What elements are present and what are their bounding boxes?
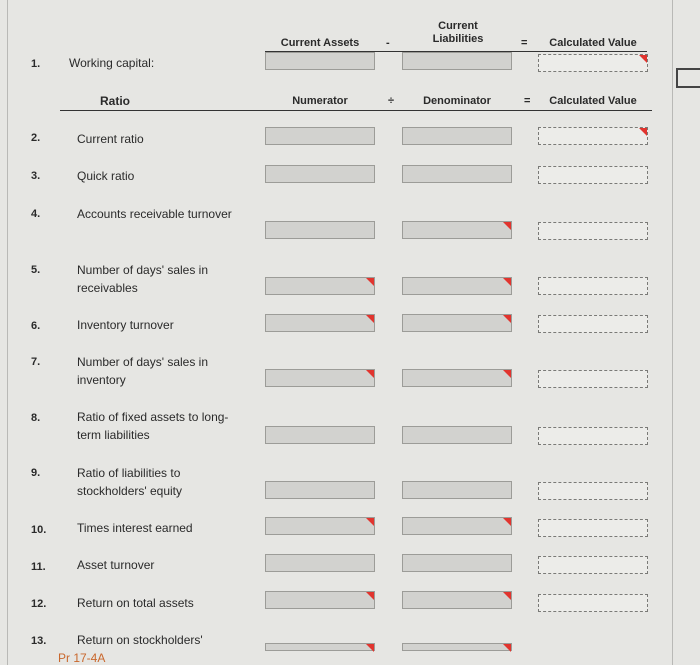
ratio-label: Return on total assets — [77, 596, 194, 610]
calculated-value-input[interactable] — [538, 519, 648, 537]
row-number: 11. — [31, 561, 46, 573]
denominator-input[interactable] — [402, 221, 512, 239]
ratio-label: Accounts receivable turnover — [77, 207, 232, 221]
row-number: 12. — [31, 598, 47, 610]
row-number: 2. — [31, 132, 41, 144]
numerator-input[interactable] — [265, 277, 375, 295]
numerator-input[interactable] — [265, 643, 375, 651]
numerator-input[interactable] — [265, 517, 375, 535]
calculated-value-input[interactable] — [538, 556, 648, 574]
numerator-input[interactable] — [265, 127, 375, 145]
side-panel-edge — [676, 68, 700, 88]
numerator-input[interactable] — [265, 554, 375, 572]
numerator-input[interactable] — [265, 221, 375, 239]
ratio-label: Return on stockholders' — [77, 633, 203, 647]
ratio-label: Asset turnover — [77, 558, 155, 572]
left-border — [7, 0, 8, 665]
row-number: 10. — [31, 524, 47, 536]
working-capital-label: Working capital: — [69, 56, 155, 70]
ratio-label: Current ratio — [77, 132, 144, 146]
numerator-input[interactable] — [265, 314, 375, 332]
calculated-value-input[interactable] — [538, 222, 648, 240]
denominator-input[interactable] — [402, 554, 512, 572]
calculated-value-input[interactable] — [538, 370, 648, 388]
right-border — [672, 0, 673, 665]
col-ratio: Ratio — [100, 94, 130, 108]
denominator-input[interactable] — [402, 643, 512, 651]
col-calculated-value: Calculated Value — [549, 37, 637, 49]
ratio-label: Times interest earned — [77, 521, 193, 535]
numerator-input[interactable] — [265, 591, 375, 609]
ratio-label: Ratio of fixed assets to long-term liabilities — [77, 410, 229, 442]
row-number: 1. — [31, 58, 41, 70]
ratio-label: Number of days' sales in inventory — [77, 355, 209, 387]
minus-operator: - — [386, 37, 390, 49]
col-current-liabilities: Current Liabilities — [432, 20, 484, 45]
row-number: 3. — [31, 170, 41, 182]
denominator-input[interactable] — [402, 165, 512, 183]
numerator-input[interactable] — [265, 481, 375, 499]
col-current-assets: Current Assets — [280, 37, 360, 49]
row-number: 7. — [31, 356, 41, 368]
row-number: 13. — [31, 635, 47, 647]
calculated-value-input[interactable] — [538, 166, 648, 184]
ratio-label: Number of days' sales in receivables — [77, 263, 209, 295]
denominator-input[interactable] — [402, 277, 512, 295]
ratio-header-underline — [60, 110, 652, 111]
calculated-value-input[interactable] — [538, 277, 648, 295]
row-number: 5. — [31, 264, 41, 276]
working-capital-liabilities-input[interactable] — [402, 52, 512, 70]
calculated-value-input[interactable] — [538, 427, 648, 445]
col-numerator: Numerator — [292, 95, 348, 107]
denominator-input[interactable] — [402, 127, 512, 145]
numerator-input[interactable] — [265, 369, 375, 387]
col-denominator: Denominator — [423, 95, 491, 107]
working-capital-value-input[interactable] — [538, 54, 648, 72]
denominator-input[interactable] — [402, 426, 512, 444]
denominator-input[interactable] — [402, 481, 512, 499]
ratio-label: Inventory turnover — [77, 318, 174, 332]
ratio-label: Ratio of liabilities to stockholders' equity — [77, 466, 183, 498]
equals-operator: = — [524, 95, 531, 107]
equals-operator: = — [521, 37, 528, 49]
denominator-input[interactable] — [402, 517, 512, 535]
calculated-value-input[interactable] — [538, 482, 648, 500]
col-calculated-value: Calculated Value — [549, 95, 637, 107]
calculated-value-input[interactable] — [538, 127, 648, 145]
numerator-input[interactable] — [265, 165, 375, 183]
divide-operator: ÷ — [388, 95, 395, 107]
denominator-input[interactable] — [402, 314, 512, 332]
row-number: 6. — [31, 320, 41, 332]
working-capital-assets-input[interactable] — [265, 52, 375, 70]
row-number: 8. — [31, 412, 41, 424]
numerator-input[interactable] — [265, 426, 375, 444]
ratio-label: Quick ratio — [77, 169, 135, 183]
problem-link[interactable]: Pr 17-4A — [58, 651, 106, 665]
row-number: 9. — [31, 467, 41, 479]
denominator-input[interactable] — [402, 369, 512, 387]
denominator-input[interactable] — [402, 591, 512, 609]
calculated-value-input[interactable] — [538, 594, 648, 612]
calculated-value-input[interactable] — [538, 315, 648, 333]
row-number: 4. — [31, 208, 41, 220]
